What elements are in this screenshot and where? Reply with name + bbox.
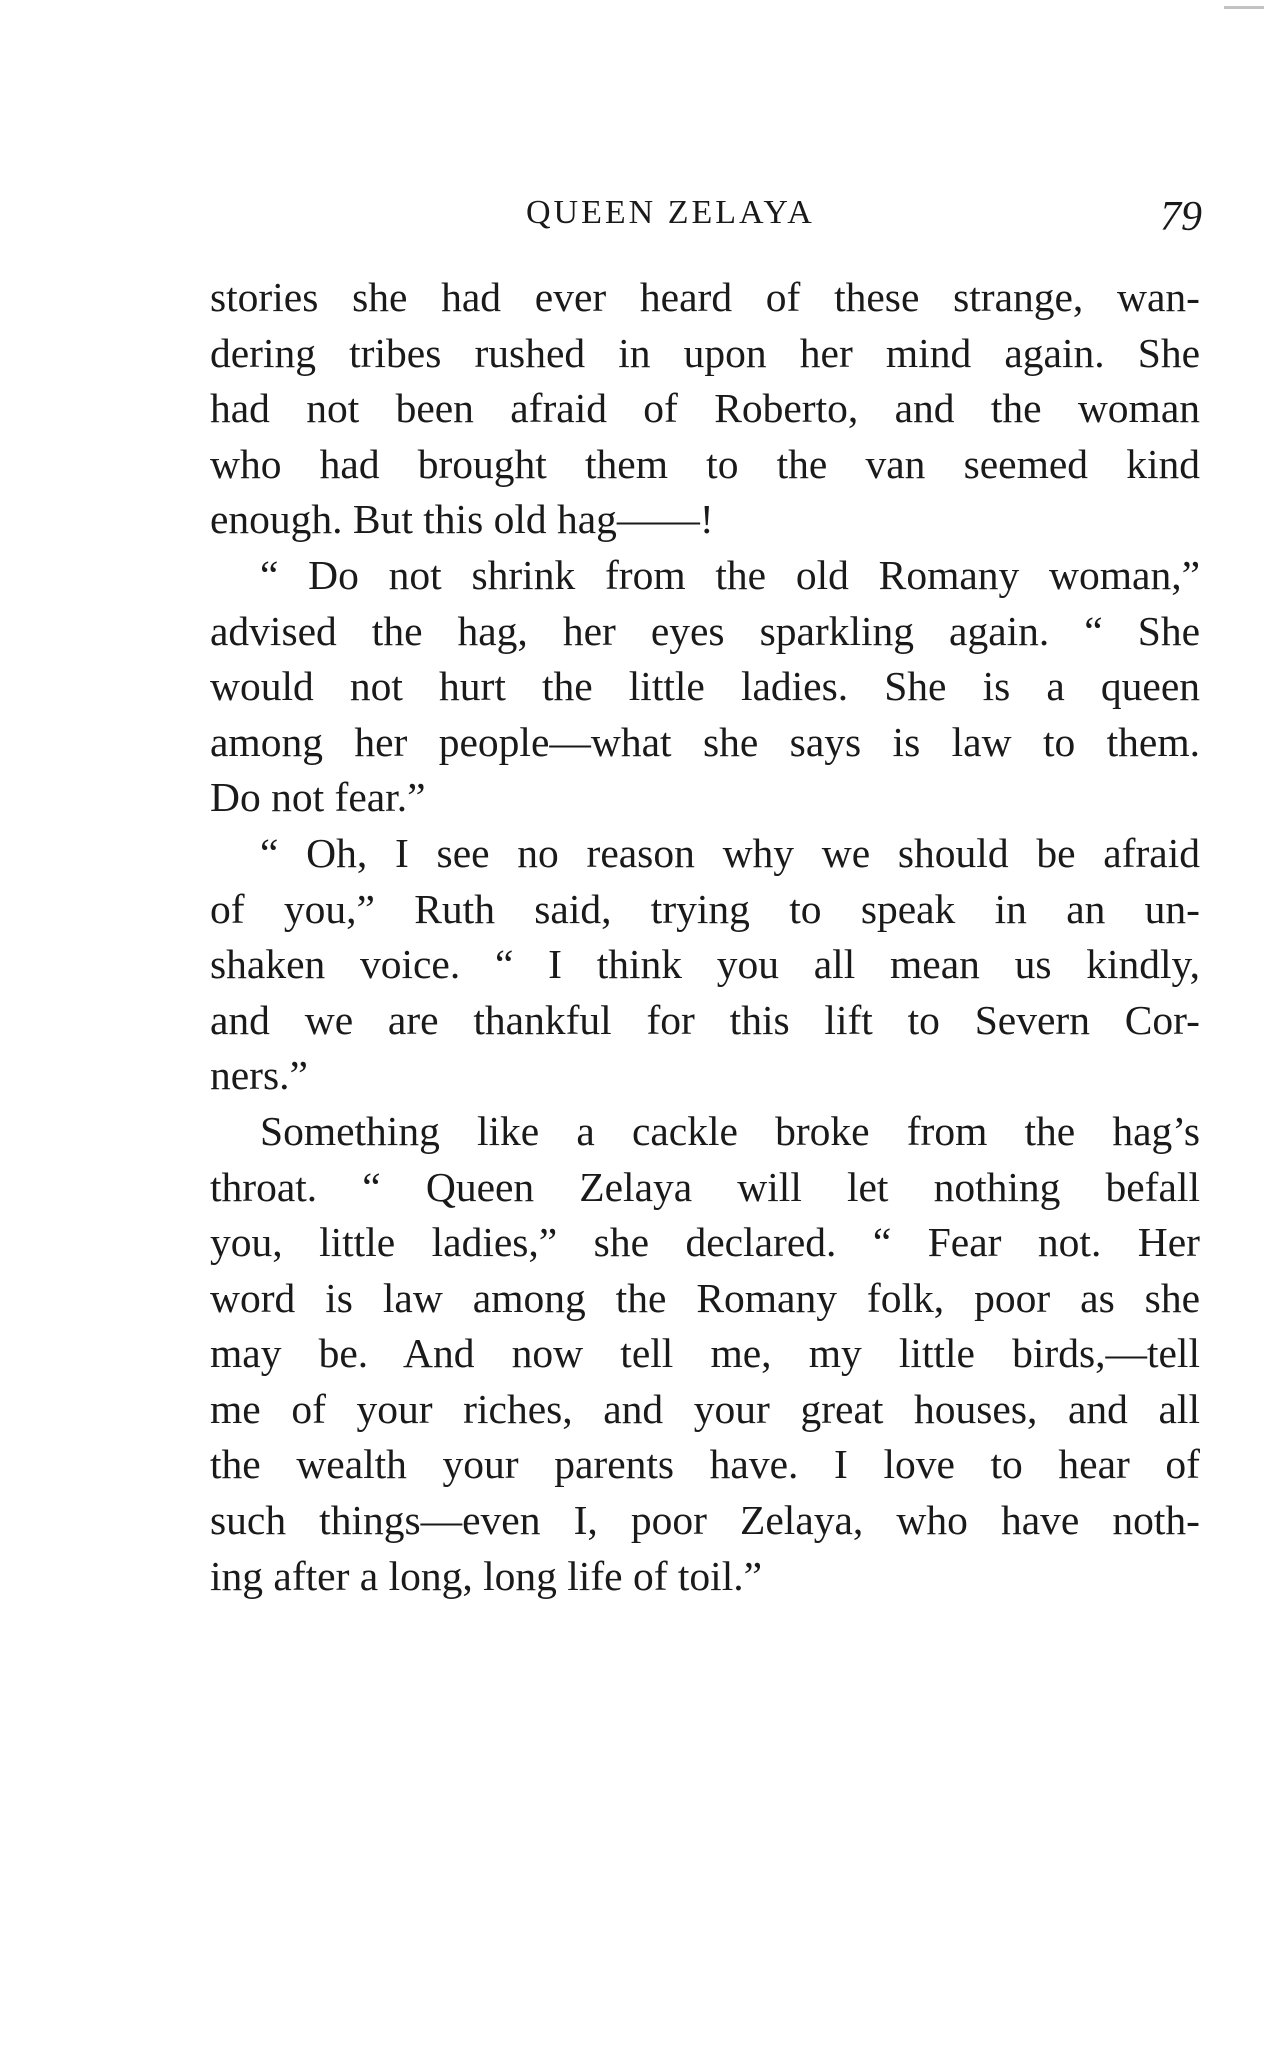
text-line: “ Oh, I see no reason why we should be afraid [260,829,1200,876]
text-line: dering tribes rushed in upon her mind again. She [210,329,1200,376]
text-line: had not been afraid of Roberto, and the woman [210,385,1200,432]
text-line: ners.” [210,1052,308,1099]
text-line: word is law among the Romany folk, poor as she [210,1274,1200,1321]
text-line: advised the hag, her eyes sparkling again. “ She [210,607,1200,654]
text-line: may be. And now tell me, my little birds,—tell [210,1330,1200,1377]
text-line: would not hurt the little ladies. She is a queen [210,663,1200,710]
text-line: enough. But this old hag——! [210,496,714,543]
text-line: Do not fear.” [210,774,426,821]
text-line: shaken voice. “ I think you all mean us kindly, [210,941,1200,988]
text-line: ing after a long, long life of toil.” [210,1552,763,1599]
text-line: me of your riches, and your great houses, and all [210,1385,1200,1432]
page-number: 79 [1160,194,1202,240]
text-line: “ Do not shrink from the old Romany woman,” [260,551,1200,598]
running-header [0,188,1272,238]
running-title: QUEEN ZELAYA [526,194,815,231]
text-line: who had brought them to the van seemed kind [210,440,1200,487]
scan-mark [1224,6,1264,9]
text-line: you, little ladies,” she declared. “ Fear not. Her [210,1219,1200,1266]
text-line: among her people—what she says is law to them. [210,718,1200,765]
body-text [210,270,1200,1604]
text-line: throat. “ Queen Zelaya will let nothing befall [210,1163,1200,1210]
text-line: stories she had ever heard of these strange, wan- [210,274,1200,320]
text-line: the wealth your parents have. I love to hear of [210,1441,1200,1488]
text-line: of you,” Ruth said, trying to speak in an un- [210,885,1200,932]
text-line: and we are thankful for this lift to Severn Cor- [210,996,1200,1043]
text-line: Something like a cackle broke from the hag’s [260,1107,1200,1154]
text-line: such things—even I, poor Zelaya, who have noth- [210,1497,1200,1544]
